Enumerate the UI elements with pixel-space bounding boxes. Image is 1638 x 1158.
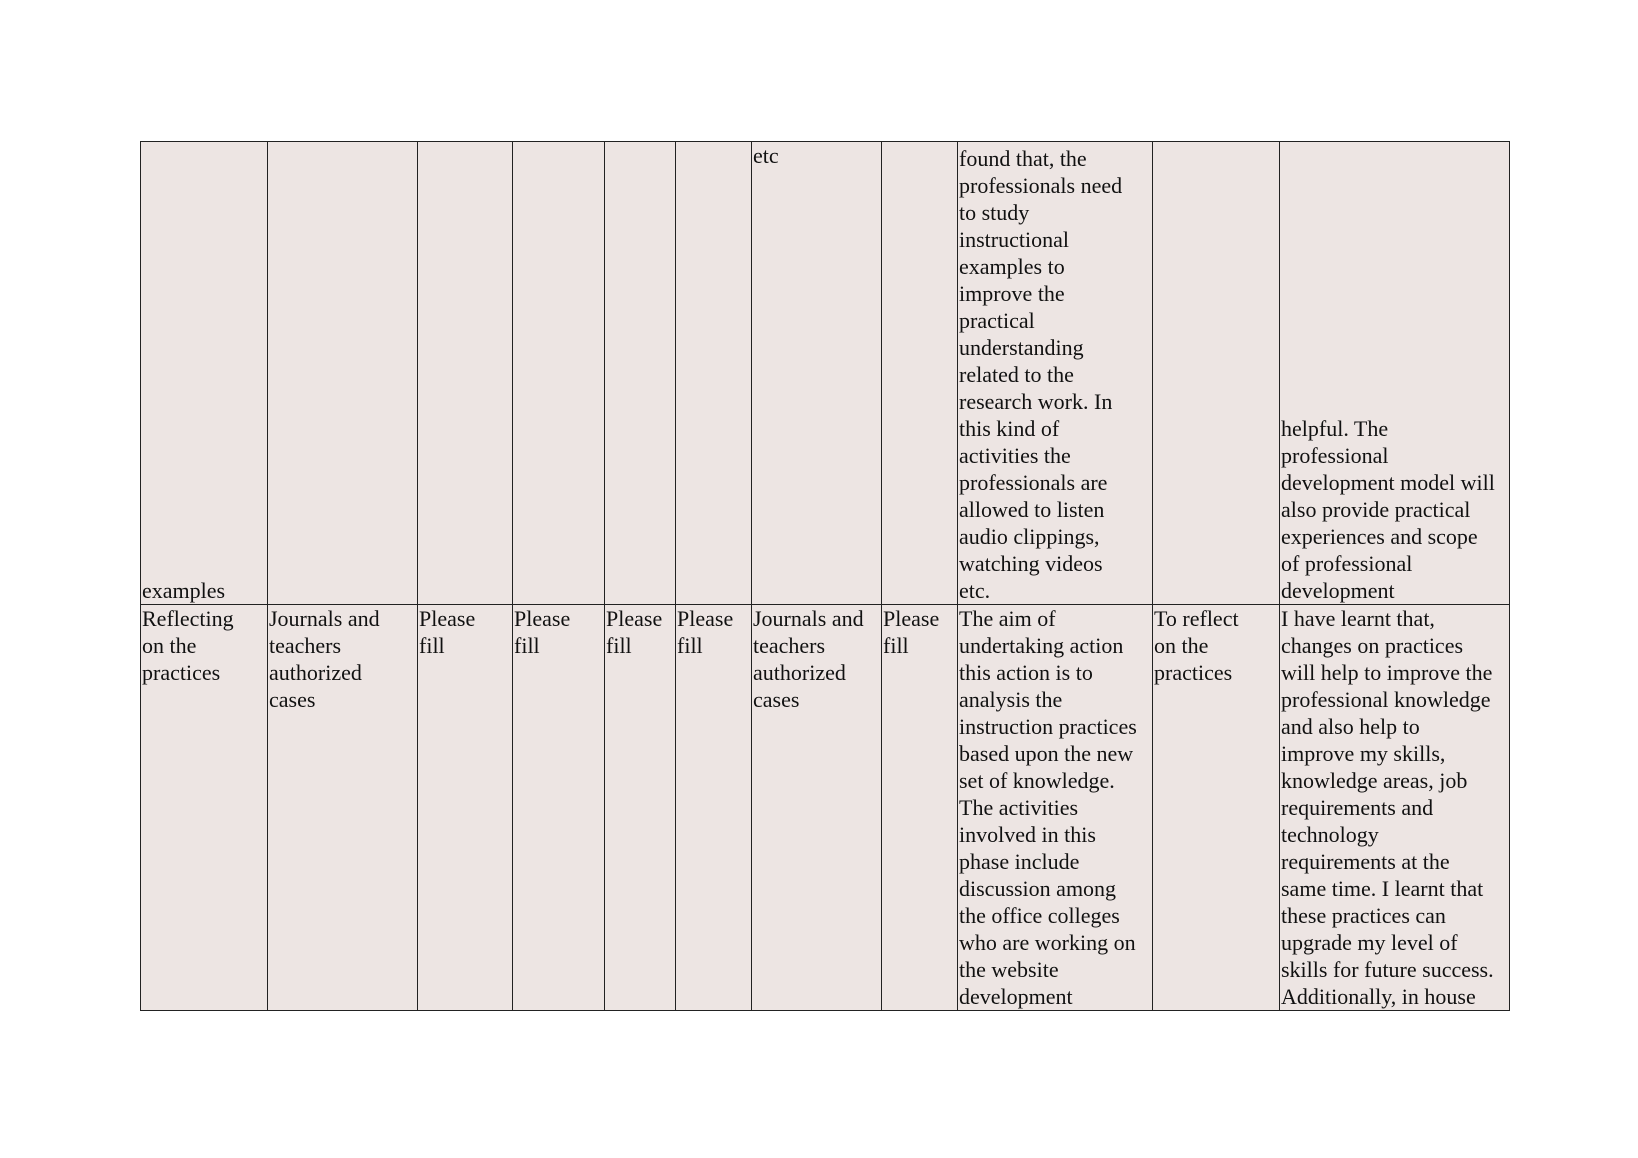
table-cell: Journals and teachers authorized cases xyxy=(268,605,418,1011)
table-cell: Please fill xyxy=(513,605,605,1011)
table-cell xyxy=(676,142,752,605)
table-cell: helpful. The professional development model will also provide practical experiences and scope of professional development xyxy=(1280,142,1510,605)
table-cell: Journals and teachers authorized cases xyxy=(752,605,882,1011)
document-table xyxy=(140,141,1510,1011)
table-cell: etc xyxy=(752,142,882,605)
table-cell: Please fill xyxy=(882,605,958,1011)
table-cell xyxy=(605,142,676,605)
table-cell: found that, the professionals need to study instructional examples to improve the practical understanding related to the research work. In this kind of activities the professionals are allowed to listen audio clippings, watching videos etc. xyxy=(958,142,1153,605)
table-cell xyxy=(1153,142,1280,605)
table-cell xyxy=(418,142,513,605)
table-cell: Reflecting on the practices xyxy=(141,605,268,1011)
table-cell: Please fill xyxy=(605,605,676,1011)
table-cell: examples xyxy=(141,142,268,605)
table-cell xyxy=(268,142,418,605)
table-cell: The aim of undertaking action this action is to analysis the instruction practices based upon the new set of knowledge. The activities involved in this phase include discussion among the office colleges who are working on the website development xyxy=(958,605,1153,1011)
table-cell: Please fill xyxy=(418,605,513,1011)
table-row xyxy=(141,605,1510,1011)
table-cell: Please fill xyxy=(676,605,752,1011)
table-cell: I have learnt that, changes on practices will help to improve the professional knowledge and also help to improve my skills, knowledge areas, job requirements and technology requirements at the same time. I learnt that these practices can upgrade my level of skills for future success. Additionally, in house xyxy=(1280,605,1510,1011)
table-row xyxy=(141,142,1510,605)
table-cell xyxy=(513,142,605,605)
table-cell xyxy=(882,142,958,605)
table-cell: To reflect on the practices xyxy=(1153,605,1280,1011)
